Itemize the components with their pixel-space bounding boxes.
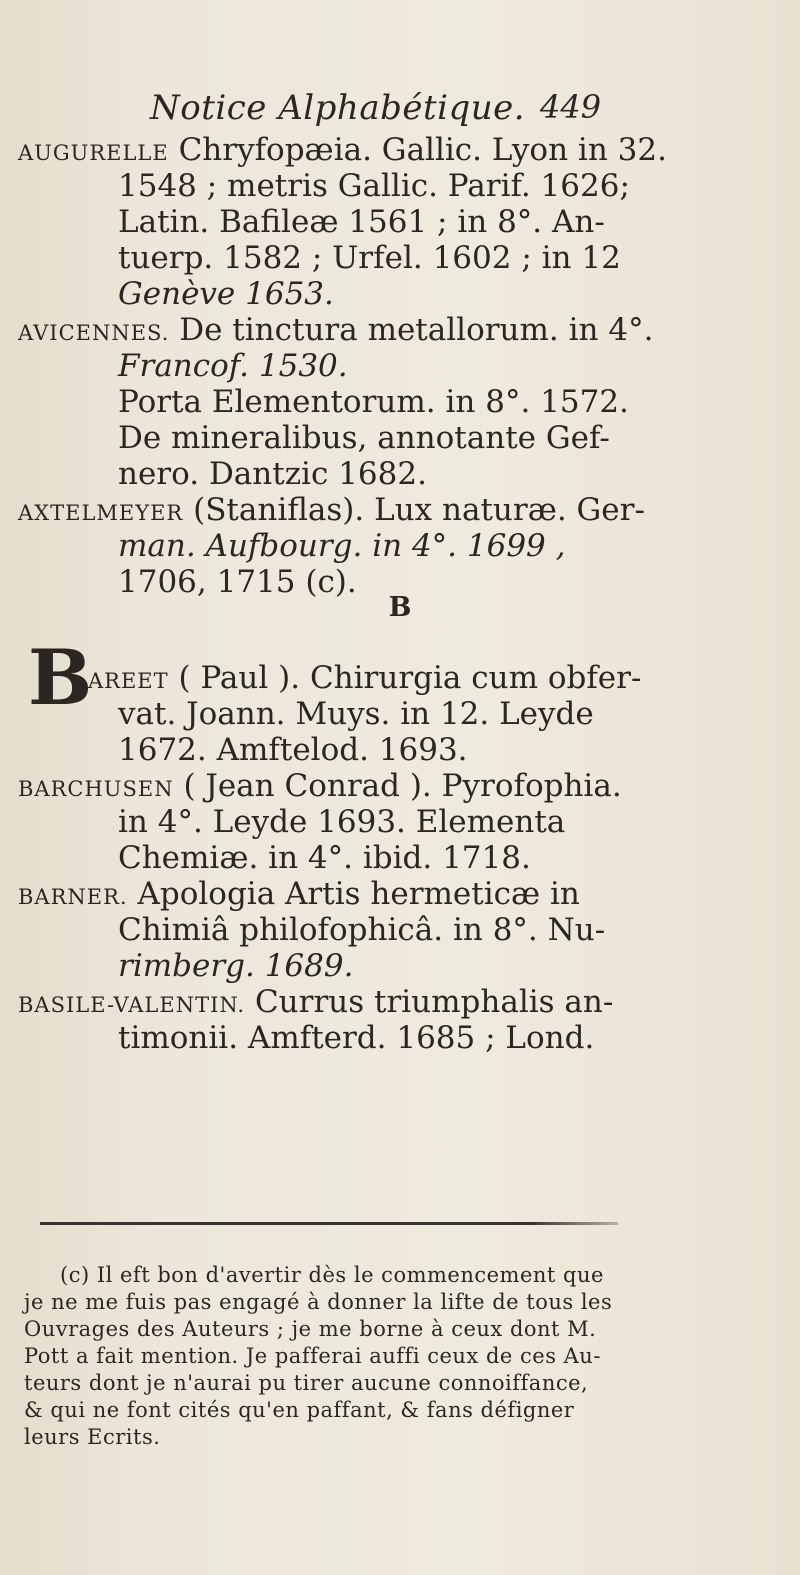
entry-line: vat. Joann. Muys. in 12. Leyde (118, 696, 594, 732)
entry-author: AVICENNES. (18, 321, 170, 345)
drop-cap: B (28, 633, 93, 722)
entry-line (18, 984, 613, 1023)
entry-line (18, 492, 645, 531)
entry-line (18, 768, 622, 807)
entry-line: Francof. 1530. (118, 348, 348, 384)
entry-line: rimberg. 1689. (118, 948, 354, 984)
entry-line: man. Aufbourg. in 4°. 1699 , (118, 528, 566, 564)
entry-line: in 4°. Leyde 1693. Elementa (118, 804, 566, 840)
entry-line: Chemiæ. in 4°. ibid. 1718. (118, 840, 531, 876)
entry-author: BARNER. (18, 885, 128, 909)
footnote-line: teurs dont je n'aurai pu tirer aucune connoiffance, (24, 1371, 589, 1395)
entry-line: Latin. Bafileæ 1561 ; in 8°. An- (118, 204, 605, 240)
entry-text: Currus triumphalis an- (254, 984, 614, 1020)
entry-line: Genève 1653. (118, 276, 334, 312)
entry-text: Apologia Artis hermeticæ in (137, 876, 580, 912)
entry-line: tuerp. 1582 ; Urfel. 1602 ; in 12 (118, 240, 621, 276)
entry-text: (Staniflas). Lux naturæ. Ger- (193, 492, 645, 528)
entry-author: BARCHUSEN (18, 777, 174, 801)
entry-text: ( Paul ). Chirurgia cum obfer- (178, 660, 642, 696)
entry-author: AXTELMEYER (18, 501, 184, 525)
entry-line: 1706, 1715 (c). (118, 564, 357, 600)
page-number: 449 (540, 88, 602, 126)
footnote-line: Pott a fait mention. Je pafferai auffi ceux de ces Au- (24, 1344, 601, 1368)
footnote-line: (c) Il eft bon d'avertir dès le commencement que (60, 1263, 604, 1287)
entry-line (18, 132, 667, 171)
entry-line (18, 312, 653, 351)
footnote-line: & qui ne font cités qu'en paffant, & fans défigner (24, 1398, 575, 1422)
section-letter: B (388, 592, 412, 623)
entry-line: timonii. Amfterd. 1685 ; Lond. (118, 1020, 595, 1056)
entry-author: AREET (88, 669, 169, 693)
entry-line: 1672. Amftelod. 1693. (118, 732, 468, 768)
entry-author: AUGURELLE (18, 141, 169, 165)
entry-text: Chryfopæia. Gallic. Lyon in 32. (178, 132, 667, 168)
page-title: Notice Alphabétique. (150, 88, 526, 128)
entry-line (88, 660, 641, 699)
entry-author: BASILE-VALENTIN. (18, 993, 246, 1017)
entry-line: 1548 ; metris Gallic. Parif. 1626; (118, 168, 630, 204)
entry-text: ( Jean Conrad ). Pyrofophia. (183, 768, 622, 804)
running-header (0, 88, 800, 128)
entry-line: Chimiâ philofophicâ. in 8°. Nu- (118, 912, 606, 948)
footnote-line: Ouvrages des Auteurs ; je me borne à ceux dont M. (24, 1317, 597, 1341)
footnote-line: je ne me fuis pas engagé à donner la lifte de tous les (24, 1290, 613, 1314)
footnote-rule (40, 1222, 618, 1225)
entry-line: Porta Elementorum. in 8°. 1572. (118, 384, 629, 420)
entry-line: nero. Dantzic 1682. (118, 456, 427, 492)
entry-text: De tinctura metallorum. in 4°. (179, 312, 654, 348)
entry-line: De mineralibus, annotante Gef- (118, 420, 610, 456)
footnote-line: leurs Ecrits. (24, 1425, 161, 1449)
entry-line (18, 876, 580, 915)
